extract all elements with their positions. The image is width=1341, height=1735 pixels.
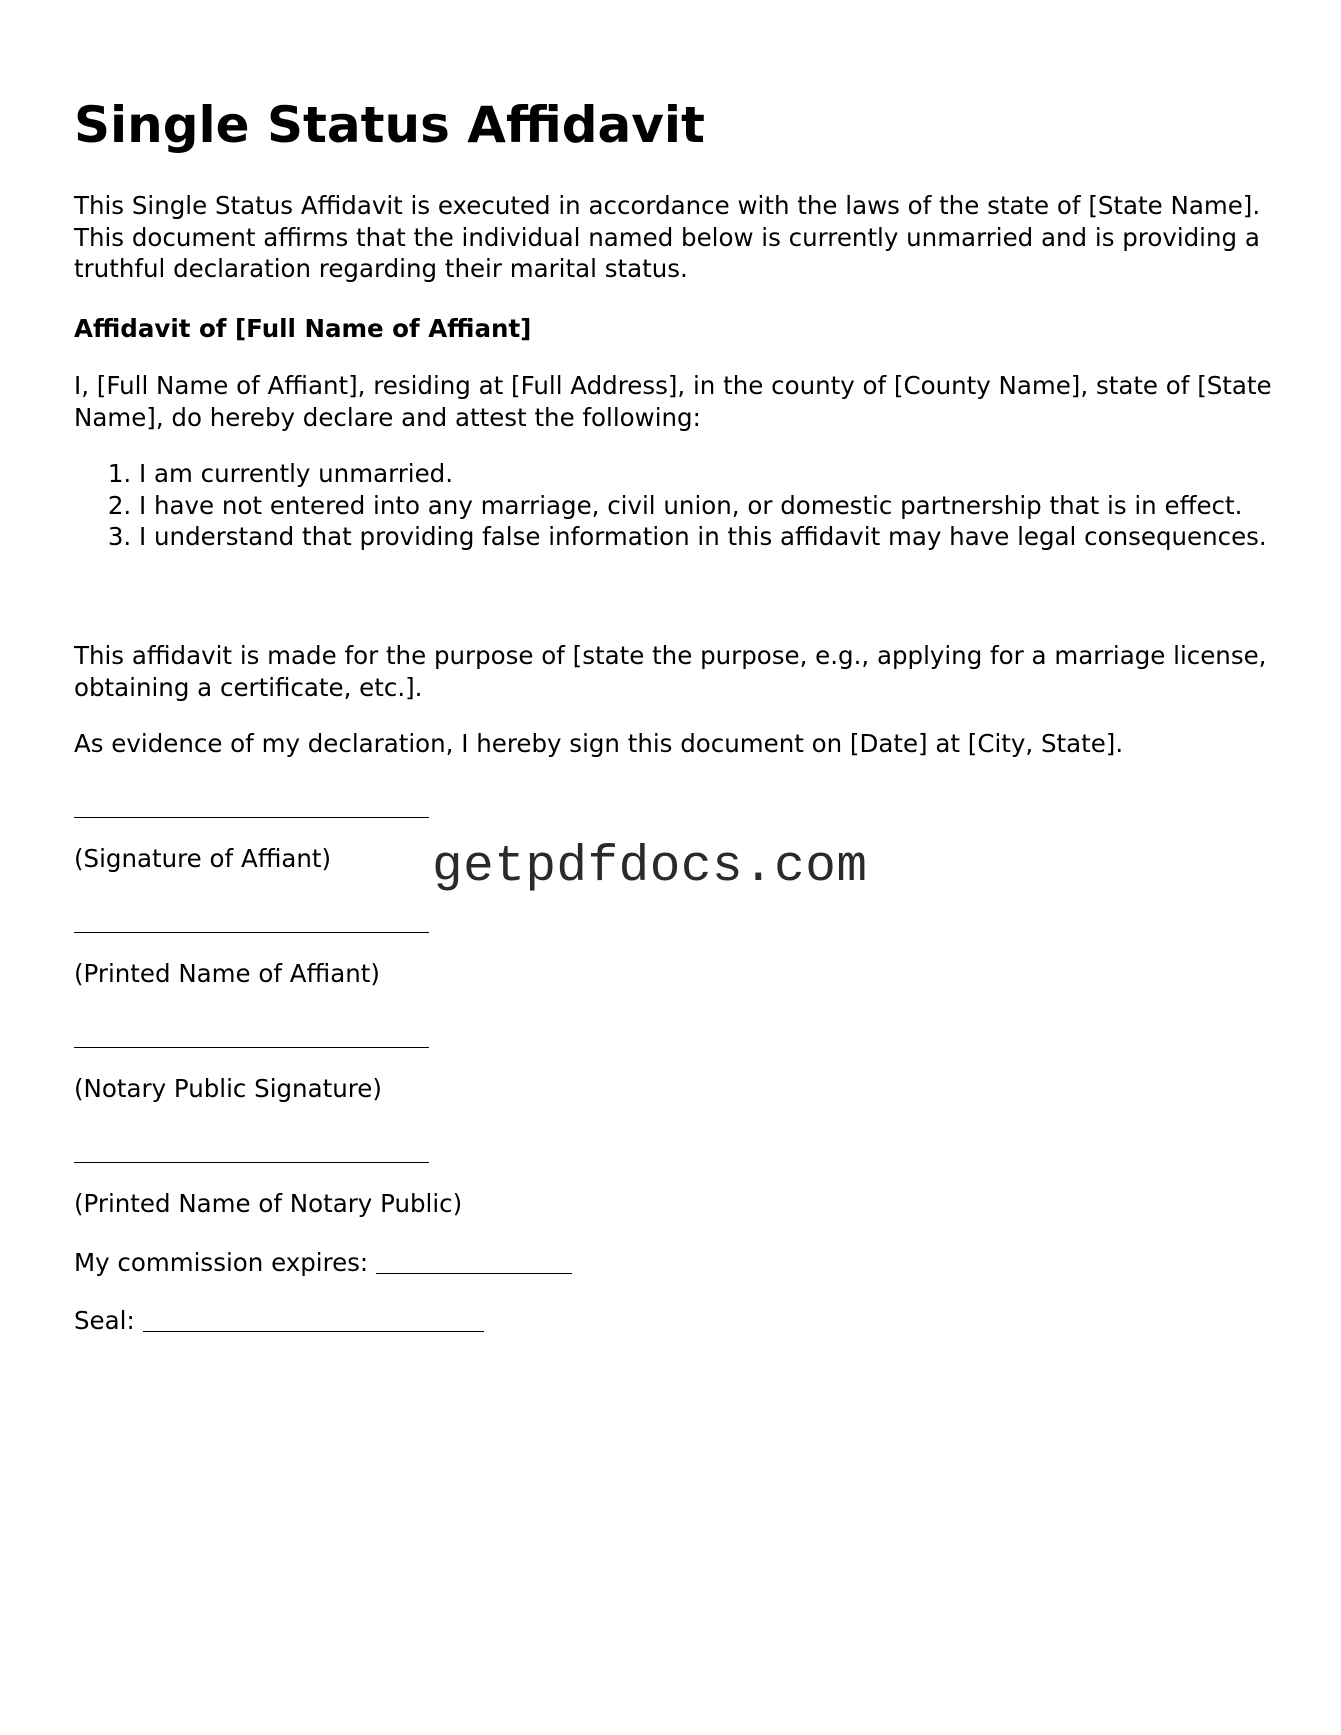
seal-field[interactable]: [143, 1307, 484, 1332]
declaration-item-3: 3. I understand that providing false information in this affidavit may have legal consequences.: [139, 521, 1274, 553]
notary-signature-line[interactable]: [74, 1047, 429, 1048]
affidavit-heading: Affidavit of [Full Name of Affiant]: [74, 314, 532, 343]
commission-date-field[interactable]: [376, 1249, 572, 1274]
declaration-item-2: 2. I have not entered into any marriage, civil union, or domestic partnership that is in effect.: [139, 490, 1274, 522]
document-title: Single Status Affidavit: [74, 96, 705, 154]
affiant-signature-line[interactable]: [74, 817, 429, 818]
watermark: getpdfdocs.com: [432, 839, 868, 896]
evidence-paragraph: As evidence of my declaration, I hereby sign this document on [Date] at [City, State].: [74, 729, 1124, 758]
notary-signature-label: (Notary Public Signature): [74, 1074, 382, 1103]
affiant-printed-name-line[interactable]: [74, 932, 429, 933]
declaration-list: [74, 458, 1274, 553]
declaration-paragraph: I, [Full Name of Affiant], residing at [Full Address], in the county of [County Name], state of [State Name], do hereby declare and attest the following:: [74, 371, 1272, 432]
notary-printed-name-line[interactable]: [74, 1162, 429, 1163]
commission-row: [74, 1246, 572, 1279]
commission-label: My commission expires:: [74, 1248, 369, 1277]
seal-row: [74, 1304, 484, 1337]
declaration-item-1: 1. I am currently unmarried.: [139, 458, 1274, 490]
purpose-paragraph: This affidavit is made for the purpose of [state the purpose, e.g., applying for a marriage license, obtaining a certificate, etc.].: [74, 641, 1267, 702]
notary-printed-name-label: (Printed Name of Notary Public): [74, 1189, 463, 1218]
seal-label: Seal:: [74, 1306, 135, 1335]
intro-paragraph: This Single Status Affidavit is executed in accordance with the laws of the state of [State Name]. This document affirms that the individual named below is currently unmarried and is providing a truthful declaration regarding their marital status.: [74, 191, 1261, 283]
affiant-signature-label: (Signature of Affiant): [74, 844, 332, 873]
affiant-printed-name-label: (Printed Name of Affiant): [74, 959, 380, 988]
